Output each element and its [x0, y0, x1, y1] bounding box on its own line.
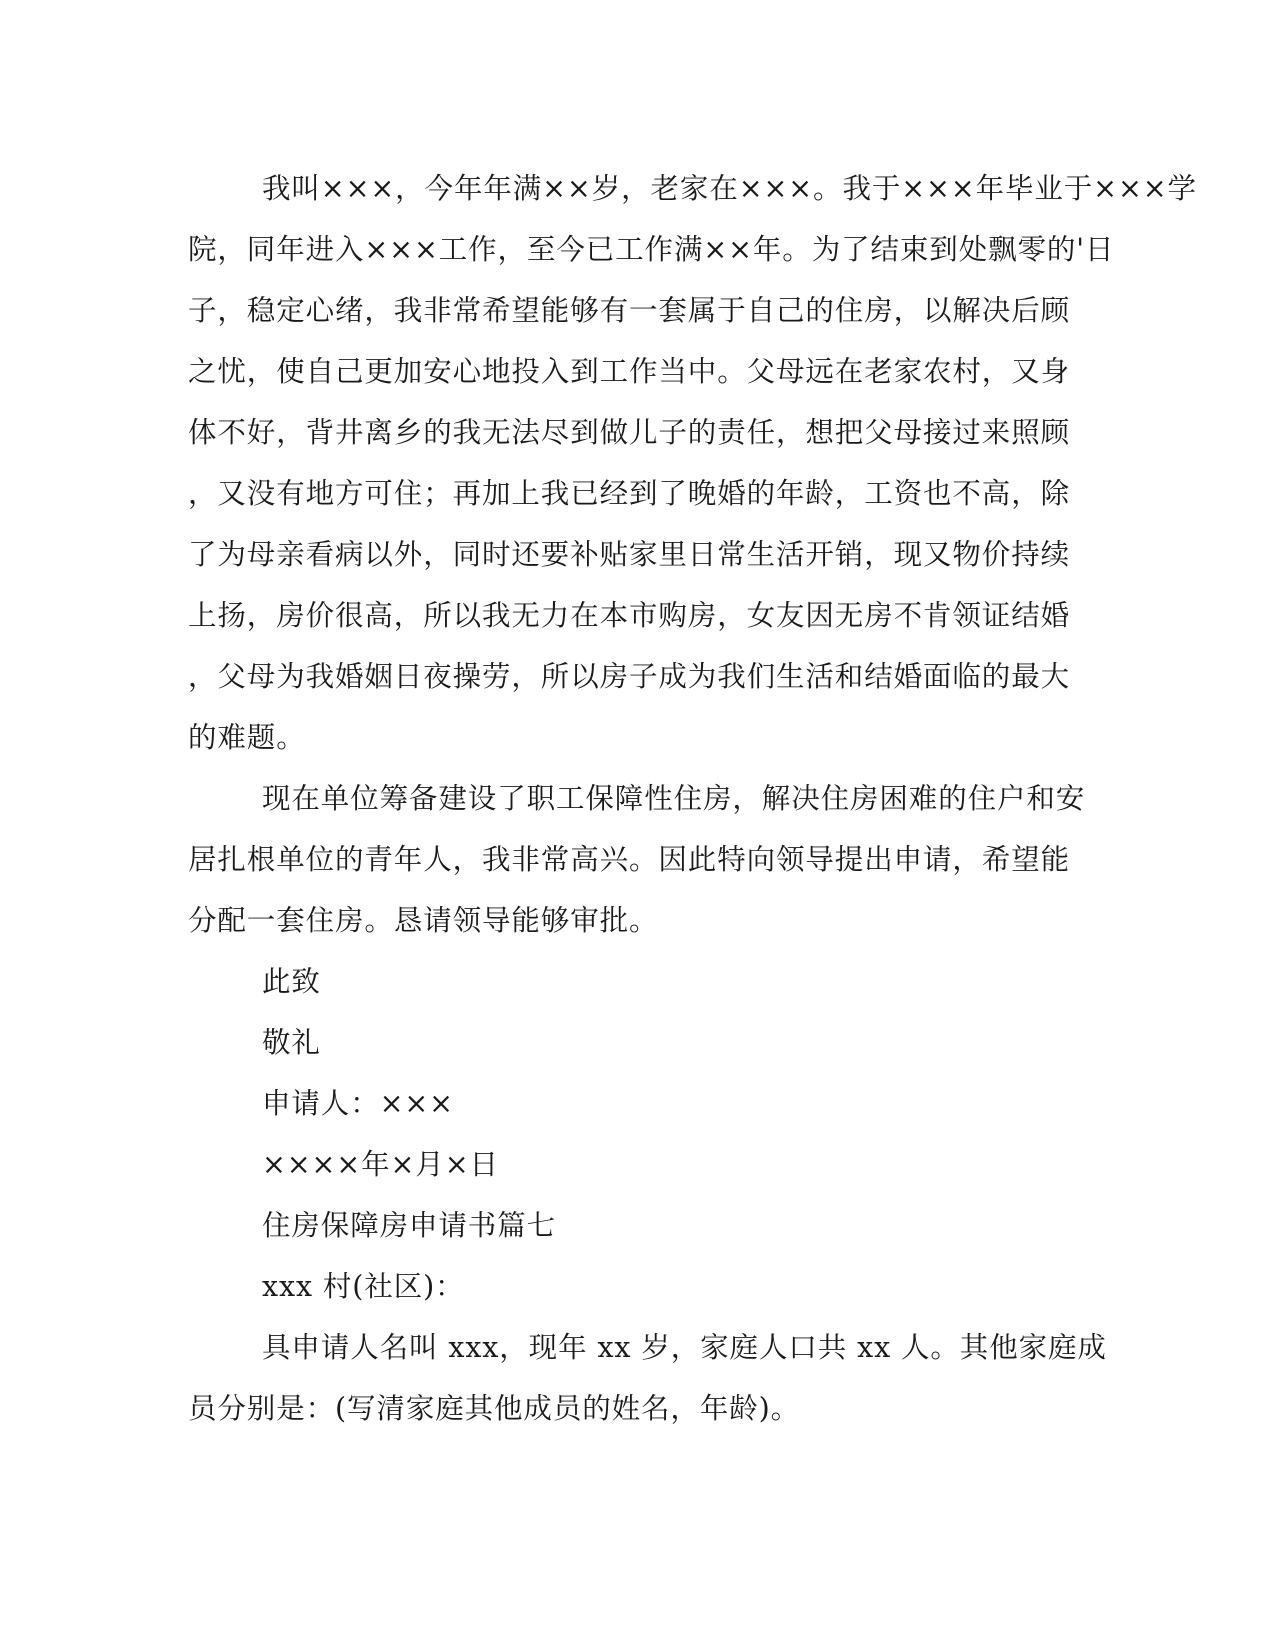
text-line: 子，稳定心绪，我非常希望能够有一套属于自己的住房，以解决后顾 [188, 294, 1071, 327]
text-line: ，父母为我婚姻日夜操劳，所以房子成为我们生活和结婚面临的最大 [188, 660, 1071, 693]
text-line: 分配一套住房。恳请领导能够审批。 [188, 904, 659, 937]
text-line: 的难题。 [188, 721, 306, 754]
paragraph-family-situation [188, 158, 1197, 768]
text-line: 员分别是：(写清家庭其他成员的姓名，年龄)。 [188, 1392, 801, 1425]
addressee: xxx 村(社区)： [262, 1270, 465, 1303]
text-line: 院，同年进入×××工作，至今已工作满××年。为了结束到处飘零的'日 [188, 233, 1115, 266]
paragraph-request [188, 768, 1086, 951]
text-line: 之忧，使自己更加安心地投入到工作当中。父母远在老家农村，又身 [188, 355, 1071, 388]
applicant-signature: 申请人：××× [262, 1087, 454, 1120]
text-line: 我叫×××，今年年满××岁，老家在×××。我于×××年毕业于×××学 [262, 172, 1197, 205]
paragraph-applicant-info [188, 1317, 1107, 1439]
document-body [188, 158, 1197, 1439]
text-line: ，又没有地方可住；再加上我已经到了晚婚的年龄，工资也不高，除 [188, 477, 1071, 510]
section-title: 住房保障房申请书篇七 [262, 1209, 557, 1242]
text-line: 居扎根单位的青年人，我非常高兴。因此特向领导提出申请，希望能 [188, 843, 1071, 876]
salutation-line: 此致 [262, 965, 321, 998]
text-line: 体不好，背井离乡的我无法尽到做儿子的责任，想把父母接过来照顾 [188, 416, 1071, 449]
text-line: 现在单位筹备建设了职工保障性住房，解决住房困难的住户和安 [262, 782, 1086, 815]
salutation-line: 敬礼 [262, 1026, 321, 1059]
text-line: 了为母亲看病以外，同时还要补贴家里日常生活开销，现又物价持续 [188, 538, 1071, 571]
text-line: 具申请人名叫 xxx，现年 xx 岁，家庭人口共 xx 人。其他家庭成 [262, 1331, 1107, 1364]
closing-block [188, 951, 1068, 1195]
date-line: ××××年×月×日 [262, 1148, 499, 1181]
text-line: 上扬，房价很高，所以我无力在本市购房，女友因无房不肯领证结婚 [188, 599, 1071, 632]
